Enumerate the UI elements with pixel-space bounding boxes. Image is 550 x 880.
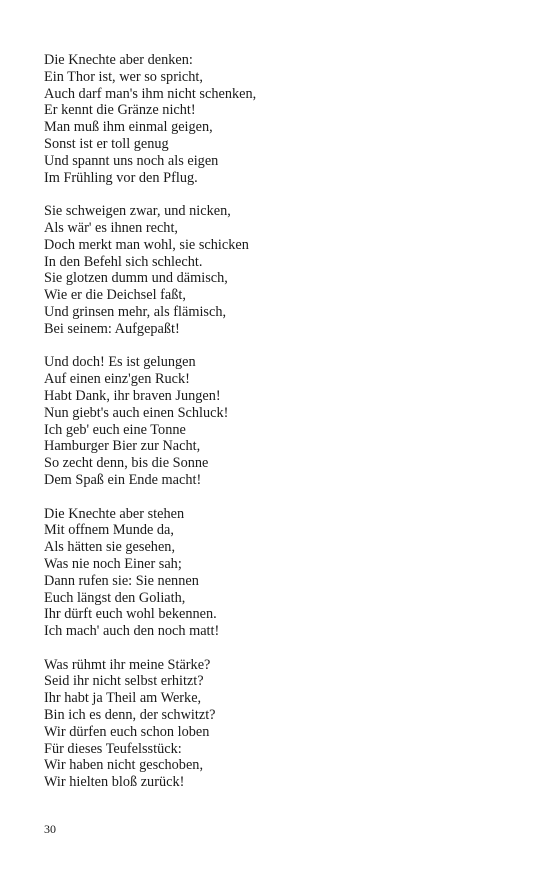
- poem-line: Und doch! Es ist gelungen: [44, 354, 196, 371]
- poem-line: Ich geb' euch eine Tonne: [44, 421, 186, 438]
- poem-line: Sie schweigen zwar, und nicken,: [44, 203, 231, 220]
- poem-line: Ihr dürft euch wohl bekennen.: [44, 606, 217, 623]
- poem-line: Habt Dank, ihr braven Jungen!: [44, 387, 221, 404]
- poem-line: Dann rufen sie: Sie nennen: [44, 572, 199, 589]
- poem-line: Als wär' es ihnen recht,: [44, 219, 178, 236]
- poem-line: Ihr habt ja Theil am Werke,: [44, 690, 202, 707]
- poem-line: Seid ihr nicht selbst erhitzt?: [44, 673, 204, 690]
- stanza-3: [44, 354, 514, 488]
- poem-line: Im Frühling vor den Pflug.: [44, 169, 198, 186]
- poem-line: Für dieses Teufelsstück:: [44, 740, 182, 757]
- poem-line: Nun giebt's auch einen Schluck!: [44, 404, 229, 421]
- poem-line: Als hätten sie gesehen,: [44, 539, 176, 556]
- poem-line: Ich mach' auch den noch matt!: [44, 623, 220, 640]
- page-number: 30: [44, 822, 56, 836]
- poem-line: Auf einen einz'gen Ruck!: [44, 371, 190, 388]
- poem-line: Man muß ihm einmal geigen,: [44, 119, 213, 136]
- poem-line: Wir hielten bloß zurück!: [44, 774, 185, 791]
- stanza-4: [44, 506, 514, 640]
- poem-line: Bin ich es denn, der schwitzt?: [44, 707, 216, 724]
- poem-text: [44, 52, 514, 808]
- poem-line: Sie glotzen dumm und dämisch,: [44, 270, 228, 287]
- poem-line: Hamburger Bier zur Nacht,: [44, 438, 201, 455]
- poem-line: Die Knechte aber stehen: [44, 505, 185, 522]
- poem-line: Die Knechte aber denken:: [44, 52, 193, 68]
- poem-line: Doch merkt man wohl, sie schicken: [44, 236, 249, 253]
- stanza-2: [44, 203, 514, 337]
- stanza-1: [44, 52, 514, 186]
- poem-line: In den Befehl sich schlecht.: [44, 253, 203, 270]
- poem-line: Und spannt uns noch als eigen: [44, 152, 219, 169]
- poem-line: Und grinsen mehr, als flämisch,: [44, 303, 227, 320]
- poem-line: Sonst ist er toll genug: [44, 135, 169, 152]
- poem-line: Was rühmt ihr meine Stärke?: [44, 656, 211, 673]
- poem-line: So zecht denn, bis die Sonne: [44, 455, 209, 472]
- poem-line: Wir dürfen euch schon loben: [44, 723, 210, 740]
- poem-line: Dem Spaß ein Ende macht!: [44, 471, 202, 488]
- poem-line: Mit offnem Munde da,: [44, 522, 174, 539]
- poem-line: Auch darf man's ihm nicht schenken,: [44, 85, 257, 102]
- poem-line: Euch längst den Goliath,: [44, 589, 186, 606]
- poem-line: Bei seinem: Aufgepaßt!: [44, 320, 180, 337]
- poem-line: Ein Thor ist, wer so spricht,: [44, 68, 203, 85]
- stanza-5: [44, 657, 514, 791]
- poem-line: Wir haben nicht geschoben,: [44, 757, 204, 774]
- poem-line: Er kennt die Gränze nicht!: [44, 102, 196, 119]
- poem-line: Wie er die Deichsel faßt,: [44, 287, 186, 304]
- poem-line: Was nie noch Einer sah;: [44, 555, 182, 572]
